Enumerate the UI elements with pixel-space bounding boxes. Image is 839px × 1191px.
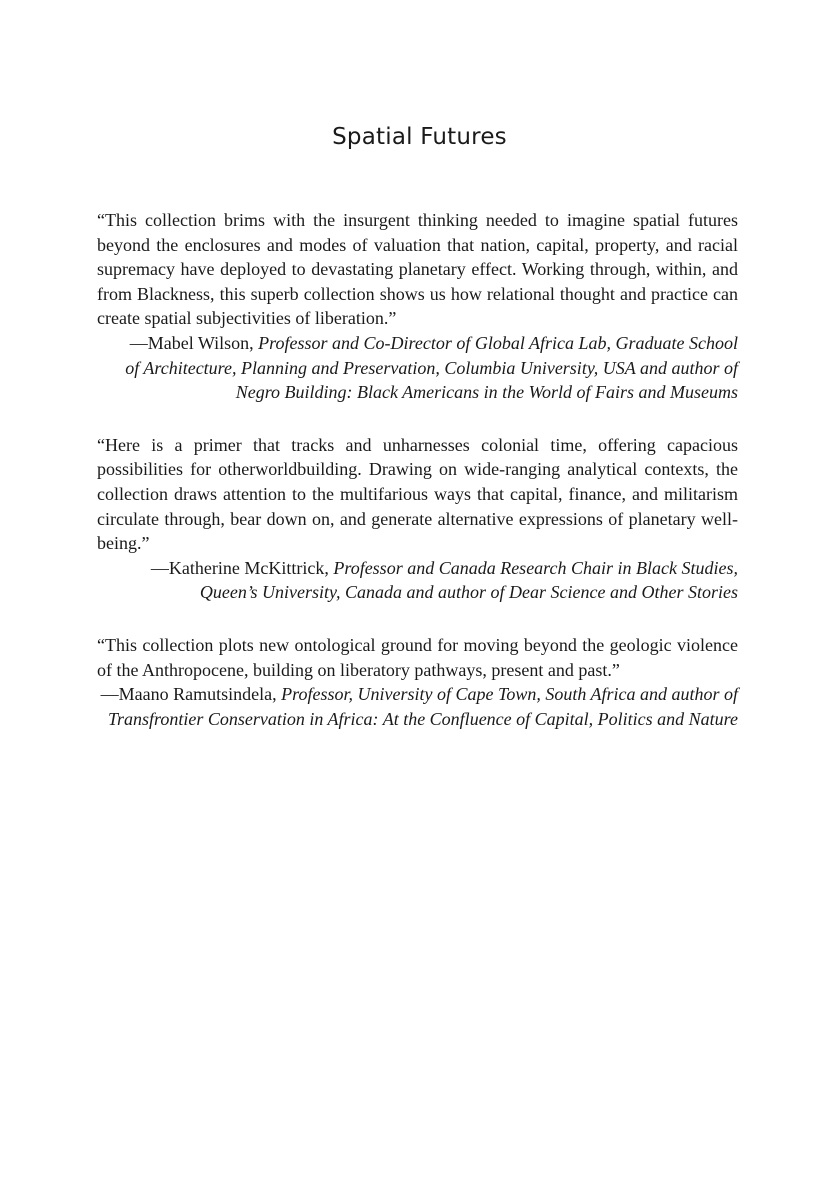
endorser-name: —Katherine McKittrick, (150, 557, 334, 578)
page-title: Spatial Futures (332, 124, 507, 150)
endorsement-quote: “Here is a primer that tracks and unharnesses colonial time, offering capacious possibilities for otherworldbuilding. Drawing on wide-ranging analytical contexts, the collection draws attention to the multifarious ways that capital, finance, and militarism circulate through, bear down on, and generate alternative expressions of planetary well-being.” (97, 434, 738, 554)
endorsement-quote: “This collection brims with the insurgent thinking needed to imagine spatial futures beyond the enclosures and modes of valuation that nation, capital, property, and racial supremacy have deployed to devastating planetary effect. Working through, within, and from Blackness, this superb collection shows us how relational thought and practice can create spatial subjectivities of liberation.” (97, 210, 738, 329)
endorser-description: Professor and Canada Research Chair in Black Studies, Queen’s University, Canada and author of Dear Science and Other Stories (199, 557, 738, 603)
endorsement-attribution (148, 556, 738, 605)
endorser-name: —Maano Ramutsindela, (100, 684, 282, 705)
endorser-description: Professor and Co-Director of Global Africa Lab, Graduate School of Architecture, Planning and Preservation, Columbia University, USA and author of Negro Building: Black Americans in the World of Fairs and Museums (125, 332, 738, 403)
endorsement-attribution (100, 682, 738, 731)
endorser-name: —Mabel Wilson, (129, 332, 259, 353)
endorsement-attribution (113, 331, 738, 405)
endorsements (97, 208, 738, 731)
endorsement-3 (97, 633, 738, 731)
endorser-description: Professor, University of Cape Town, South Africa and author of Transfrontier Conservation in Africa: At the Confluence of Capital, Politics and Nature (108, 684, 738, 729)
endorsement-quote: “This collection plots new ontological ground for moving beyond the geologic violence of the Anthropocene, building on liberatory pathways, present and past.” (97, 634, 738, 680)
endorsement-1 (97, 208, 738, 405)
endorsement-2 (97, 433, 738, 605)
